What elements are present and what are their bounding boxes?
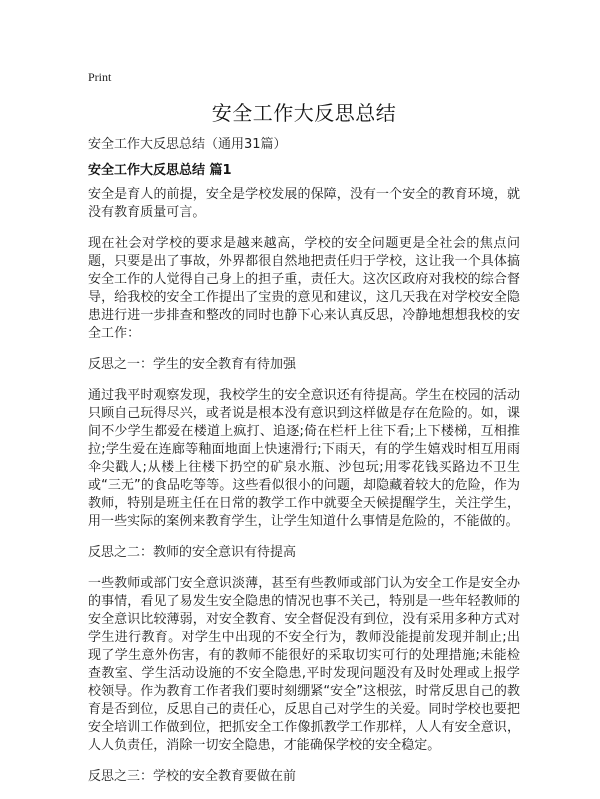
document-subtitle: 安全工作大反思总结（通用31篇） (88, 137, 287, 152)
paragraph: 一些教师或部门安全意识淡薄，甚至有些教师或部门认为安全工作是安全办的事情，看见了易发生安全隐患的情况也事不关己，特别是一些年轻教师的安全意识比较薄弱，对安全教育、安全督促没有到位，没有采用多种方式对学生进行教育。对学生中出现的不安全行为，教师没能提前发现并制止;出现了学生意外伤害，有的教师不能很好的采取切实可行的处理措施;未能检查教室、学生活动设施的不安全隐患,平时发现问题没有及时处理或上报学校领导。作为教育工作者我们要时刻绷紧“安全”这根弦，时常反思自己的教育是否到位，反思自己的责任心，反思自己对学生的关爱。同时学校也要把安全培训工作做到位，把抓安全工作像抓教学工作那样，人人有安全意识，人人负责任，消除一切安全隐患，才能确保学校的安全稳定。 (88, 576, 520, 753)
reflection-heading: 反思之二：教师的安全意识有待提高 (88, 545, 297, 560)
document-title: 安全工作大反思总结 (211, 101, 397, 125)
section-heading: 安全工作大反思总结 篇1 (88, 163, 232, 178)
paragraph: 安全是育人的前提，安全是学校发展的保障，没有一个安全的教育环境，就没有教育质量可言。 (88, 187, 520, 220)
print-label[interactable]: Print (88, 70, 112, 84)
paragraph: 通过我平时观察发现，我校学生的安全意识还有待提高。学生在校园的活动只顾自己玩得尽兴，或者说是根本没有意识到这样做是存在危险的。如，课间不少学生都爱在楼道上疯打、追逐;倚在栏杆上往下看;上下楼梯，互相推拉;学生爱在连廊等釉面地面上快速滑行;下雨天，有的学生嬉戏时相互用雨伞尖戳人;从楼上往楼下扔空的矿泉水瓶、沙包玩;用零花钱买路边不卫生或“三无”的食品吃等等。这些看似很小的问题，却隐藏着较大的危险，作为教师，特别是班主任在日常的教学工作中就要全天候提醒学生，关注学生，用一些实际的案例来教育学生，让学生知道什么事情是危险的，不能做的。 (88, 388, 520, 529)
paragraph: 现在社会对学校的要求是越来越高，学校的安全问题更是全社会的焦点问题，只要是出了事故，外界都很自然地把责任归于学校，这让我一个具体搞安全工作的人觉得自己身上的担子重，责任大。这次区政府对我校的综合督导，给我校的安全工作提出了宝贵的意见和建议，这几天我在对学校安全隐患进行进一步排查和整改的同时也静下心来认真反思，冷静地想想我校的安全工作： (88, 236, 520, 341)
reflection-heading: 反思之三：学校的安全教育要做在前 (88, 769, 297, 784)
document-body (88, 186, 520, 799)
reflection-heading: 反思之一：学生的安全教育有待加强 (88, 357, 297, 372)
